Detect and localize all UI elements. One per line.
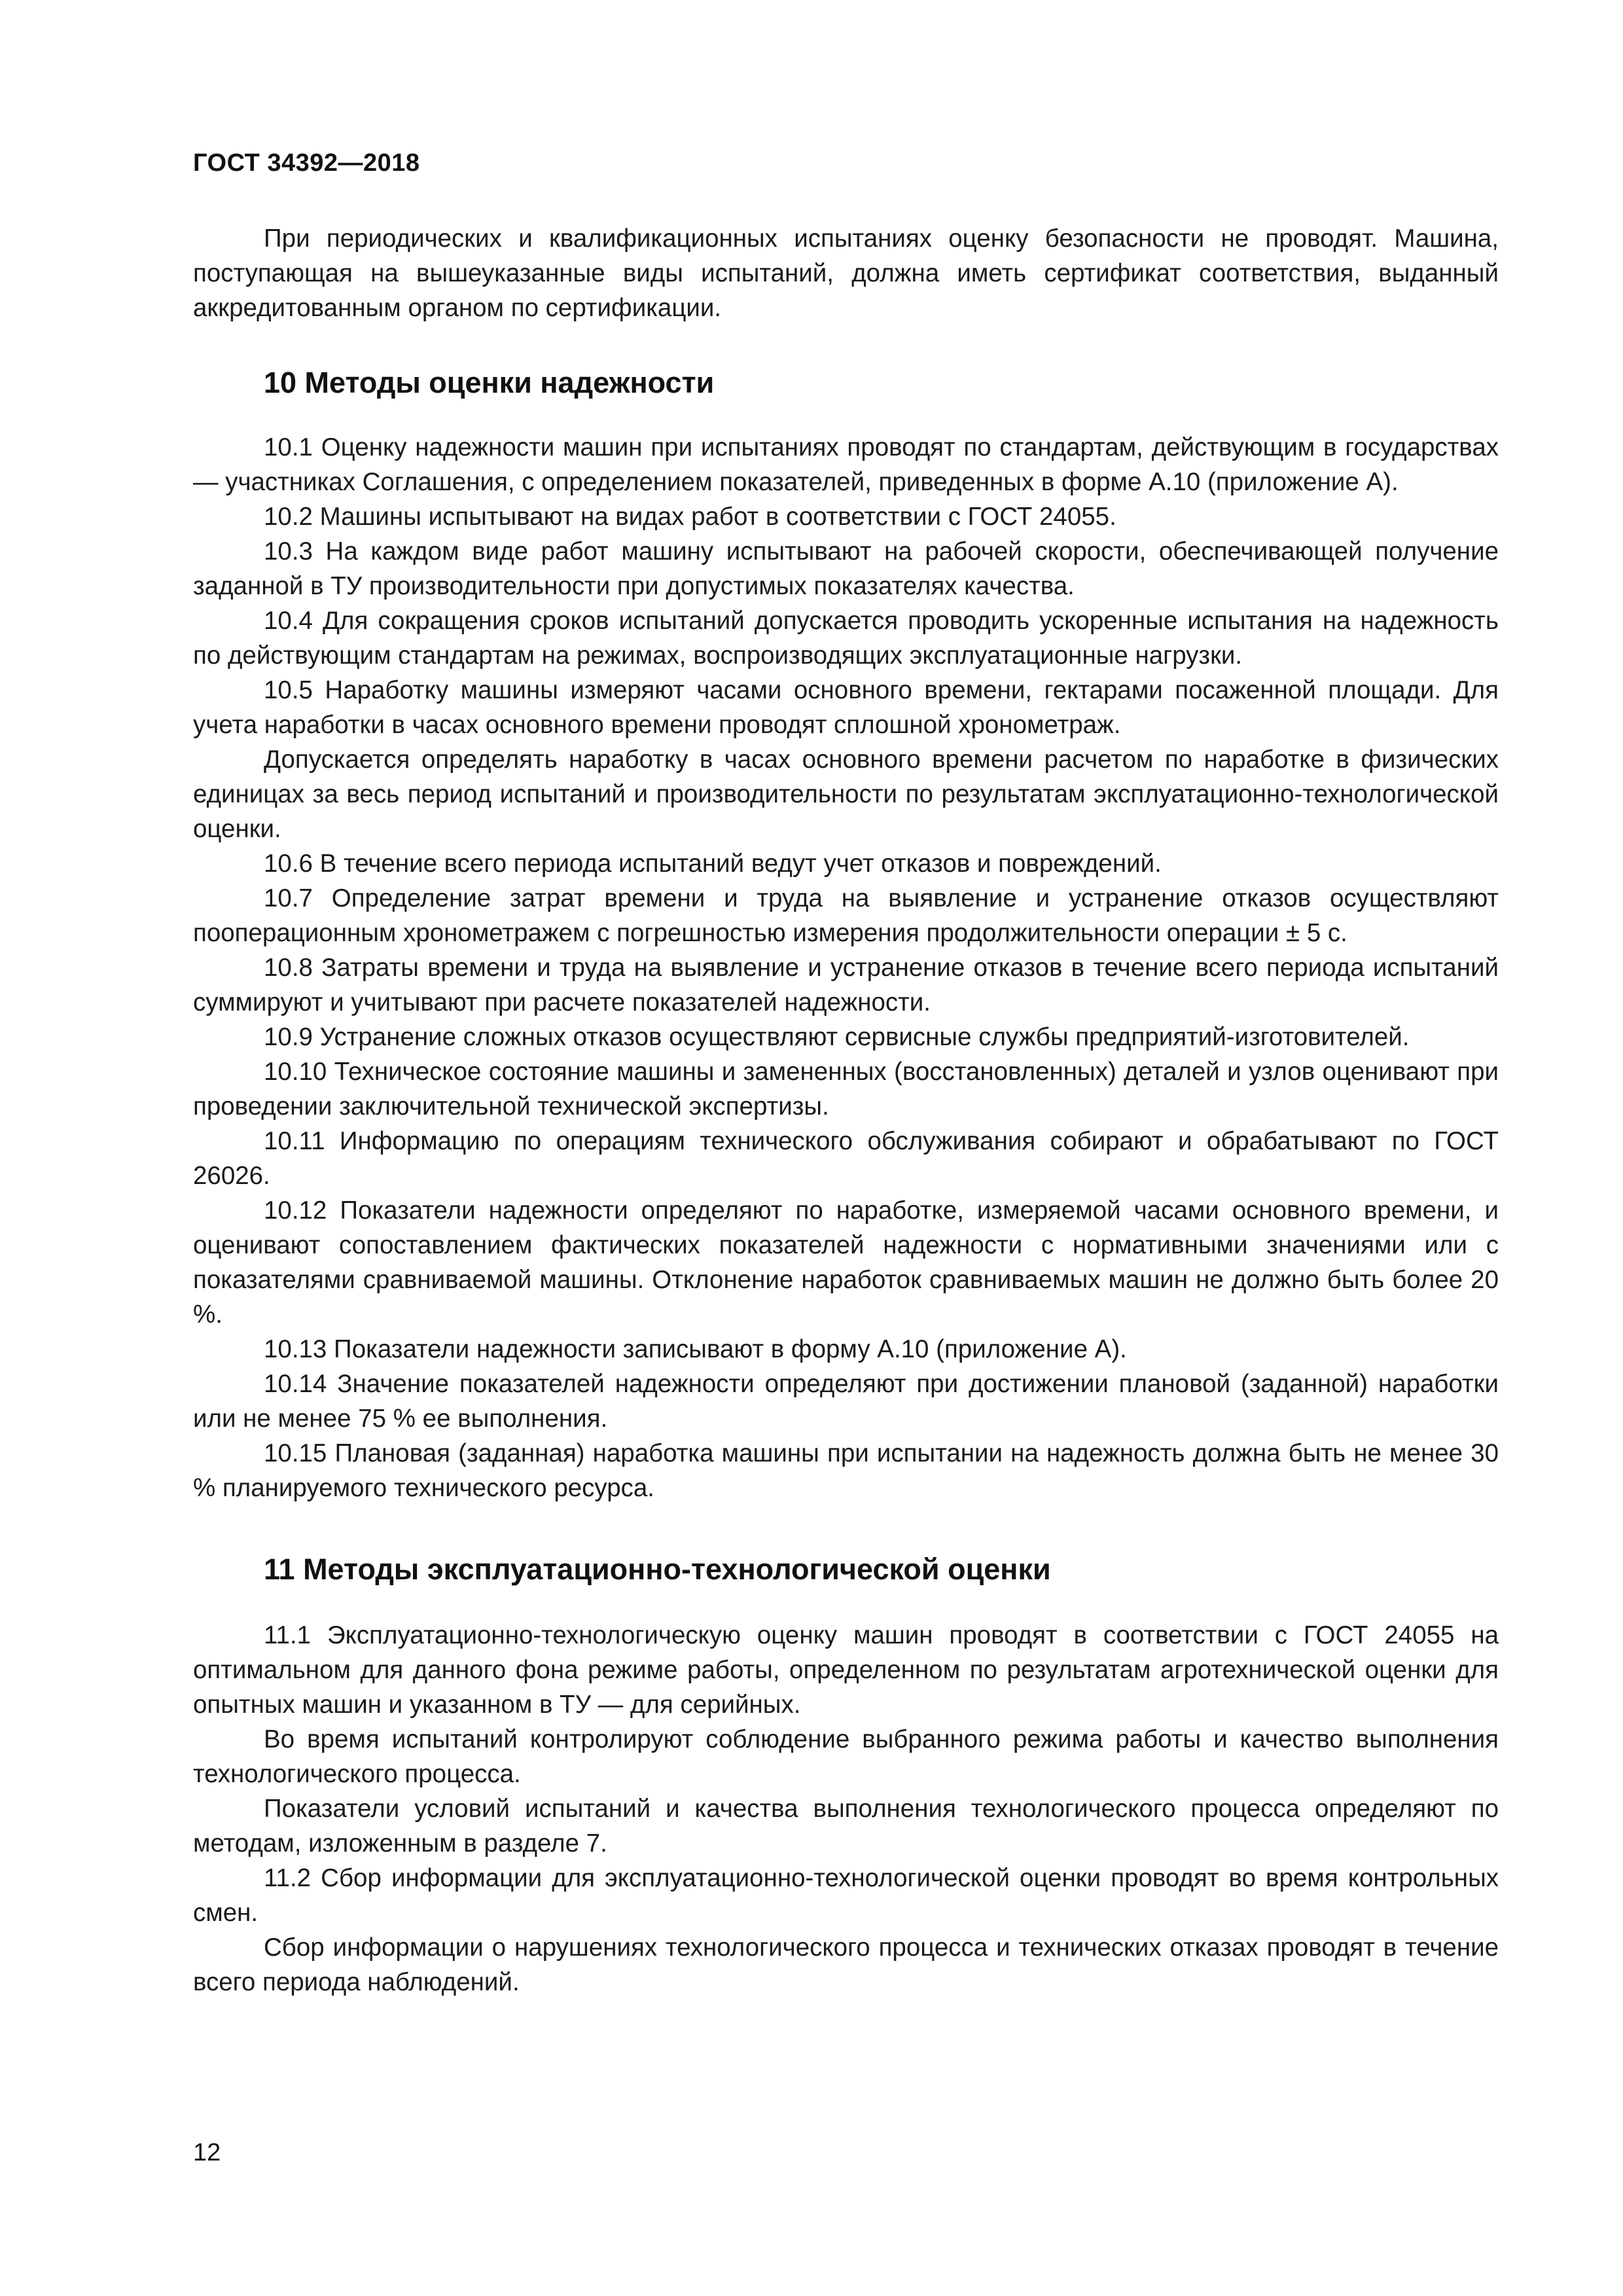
section-11-heading: 11 Методы эксплуатационно-технологической оценки (264, 1552, 1051, 1586)
paragraph-10-8: 10.8 Затраты времени и труда на выявление и устранение отказов в течение всего периода испытаний суммируют и учитывают при расчете показателей надежности. (193, 954, 1499, 1016)
paragraph-10-15: 10.15 Плановая (заданная) наработка машины при испытании на надежность должна быть не менее 30 % планируемого технического ресурса. (193, 1439, 1499, 1502)
paragraph-10-14: 10.14 Значение показателей надежности определяют при достижении плановой (заданной) наработки или не менее 75 % ее выполнения. (193, 1370, 1499, 1433)
paragraph-10-6: 10.6 В течение всего периода испытаний ведут учет отказов и повреждений. (264, 850, 1162, 878)
paragraph-10-9: 10.9 Устранение сложных отказов осуществляют сервисные службы предприятий-изготовителей. (264, 1023, 1410, 1051)
paragraph-11-1: 11.1 Эксплуатационно-технологическую оценку машин проводят в соответствии с ГОСТ 24055 на оптимальном для данного фона режиме работы, определенном по результатам агротехнической оценки для опытных машин и указанном в ТУ — для серийных. (193, 1621, 1499, 1719)
paragraph-10-11: 10.11 Информацию по операциям технического обслуживания собирают и обрабатывают по ГОСТ 26026. (193, 1127, 1499, 1190)
paragraph-10-7: 10.7 Определение затрат времени и труда на выявление и устранение отказов осуществляют пооперационным хронометражем с погрешностью измерения продолжительности операции ± 5 с. (193, 884, 1499, 947)
intro-paragraph: При периодических и квалификационных испытаниях оценку безопасности не проводят. Машина, поступающая на вышеуказанные виды испытаний, должна иметь сертификат соответствия, выданный аккредитованным органом по сертификации. (193, 224, 1499, 322)
page-number: 12 (193, 2139, 221, 2166)
section-10-heading: 10 Методы оценки надежности (264, 366, 715, 399)
document-body (193, 221, 1499, 2000)
paragraph-10-13: 10.13 Показатели надежности записывают в форму А.10 (приложение А). (264, 1335, 1127, 1363)
paragraph-10-3: 10.3 На каждом виде работ машину испытывают на рабочей скорости, обеспечивающей получение заданной в ТУ производительности при допустимых показателях качества. (193, 537, 1499, 600)
paragraph-10-5-note: Допускается определять наработку в часах основного времени расчетом по наработке в физических единицах за весь период испытаний и производительности по результатам эксплуатационно-технологической оценки. (193, 745, 1499, 843)
standard-header: ГОСТ 34392—2018 (193, 149, 420, 177)
paragraph-10-2: 10.2 Машины испытывают на видах работ в соответствии с ГОСТ 24055. (264, 503, 1116, 531)
paragraph-10-4: 10.4 Для сокращения сроков испытаний допускается проводить ускоренные испытания на надежность по действующим стандартам на режимах, воспроизводящих эксплуатационные нагрузки. (193, 607, 1499, 670)
paragraph-11-1-indicators: Показатели условий испытаний и качества выполнения технологического процесса определяют по методам, изложенным в разделе 7. (193, 1795, 1499, 1857)
paragraph-11-2: 11.2 Сбор информации для эксплуатационно-технологической оценки проводят во время контрольных смен. (193, 1864, 1499, 1927)
paragraph-10-10: 10.10 Техническое состояние машины и замененных (восстановленных) деталей и узлов оценивают при проведении заключительной технической экспертизы. (193, 1058, 1499, 1121)
paragraph-10-1: 10.1 Оценку надежности машин при испытаниях проводят по стандартам, действующим в государствах — участниках Соглашения, с определением показателей, приведенных в форме А.10 (приложение А). (193, 433, 1499, 496)
paragraph-10-5: 10.5 Наработку машины измеряют часами основного времени, гектарами посаженной площади. Для учета наработки в часах основного времени проводят сплошной хронометраж. (193, 676, 1499, 739)
paragraph-11-1-control: Во время испытаний контролируют соблюдение выбранного режима работы и качество выполнения технологического процесса. (193, 1725, 1499, 1788)
paragraph-11-2-note: Сбор информации о нарушениях технологического процесса и технических отказах проводят в течение всего периода наблюдений. (193, 1933, 1499, 1996)
paragraph-10-12: 10.12 Показатели надежности определяют по наработке, измеряемой часами основного времени, и оценивают сопоставлением фактических показателей надежности с нормативными значениями или с показателями сравниваемой машины. Отклонение наработок сравниваемых машин не должно быть более 20 %. (193, 1196, 1499, 1329)
